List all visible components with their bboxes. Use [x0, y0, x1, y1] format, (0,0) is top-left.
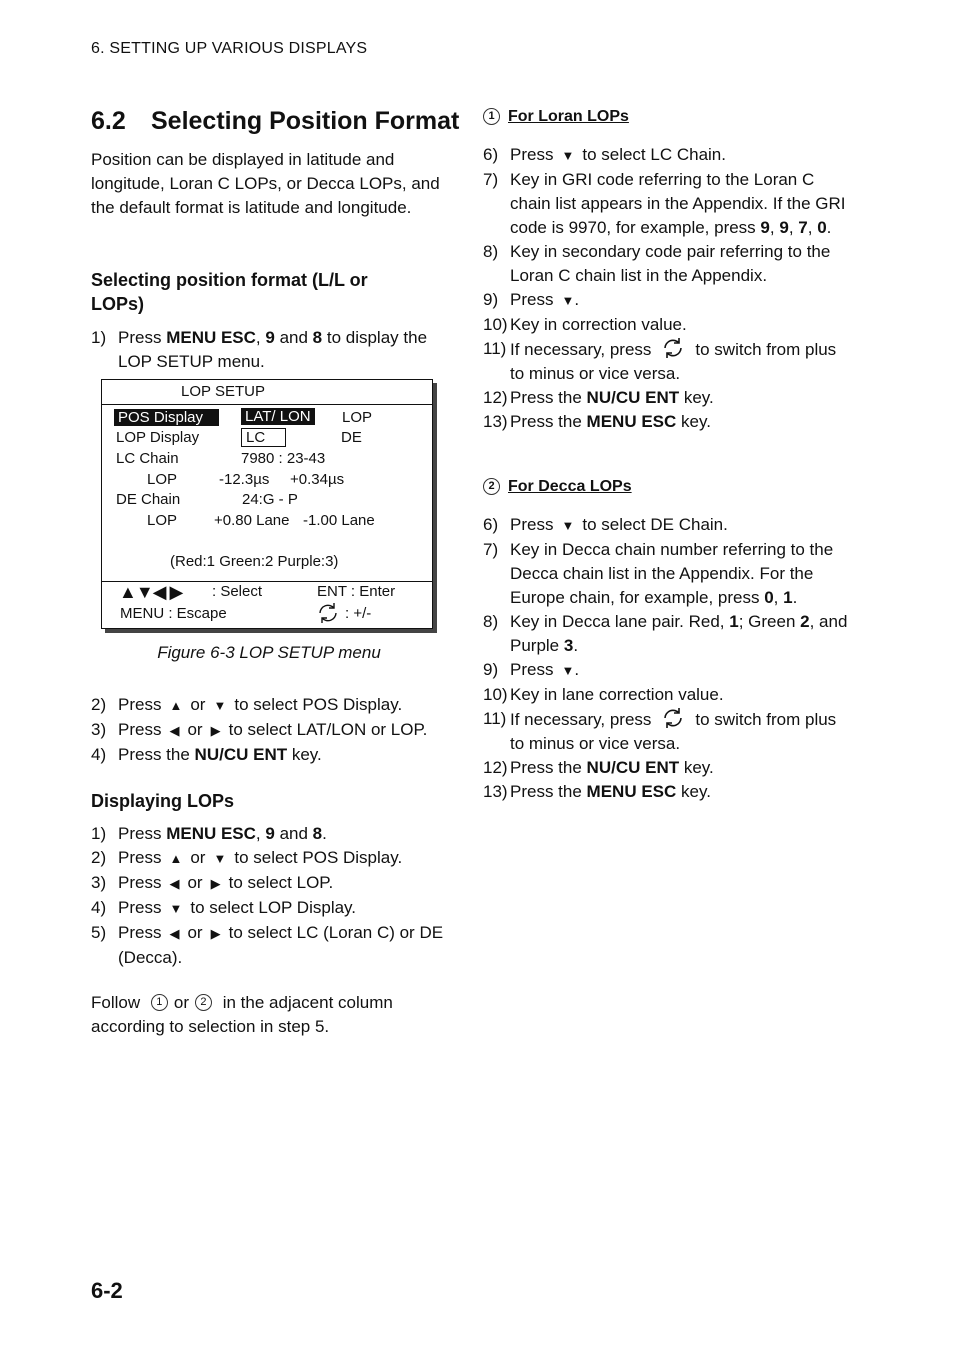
- step-text: .: [574, 290, 580, 309]
- select-hint: : Select: [212, 583, 263, 600]
- subsection-title-displaying-lops: Displaying LOPs: [91, 791, 235, 811]
- step-text: , and Purple: [510, 612, 848, 655]
- intro-paragraph: Position can be displayed in latitude and longitude, Loran C LOPs, or Decca LOPs, and the default format is latitude and longitude.: [91, 150, 440, 217]
- step-text: ,: [769, 218, 780, 237]
- decca-heading: [483, 478, 632, 496]
- down-arrow-icon: ▼: [169, 901, 183, 916]
- de-chain-value: 24:G - P: [242, 491, 298, 508]
- key-name: MENU ESC: [166, 328, 256, 347]
- step-text: key.: [676, 782, 711, 801]
- list-item: [483, 658, 853, 683]
- cycle-icon: [661, 707, 685, 729]
- step-text: to select LAT/LON or LOP.: [228, 720, 428, 739]
- list-item: [483, 240, 853, 288]
- lop-display-alt: DE: [341, 429, 362, 446]
- list-item: [483, 313, 853, 337]
- step-text: Press the: [510, 388, 587, 407]
- step-text: Key in GRI code referring to the Loran C chain list appears in the Appendix. If the GRI code is 9970, for example, press: [510, 170, 846, 237]
- step-text: ,: [255, 824, 266, 843]
- list-item: [483, 410, 853, 434]
- step-text: .: [322, 824, 327, 843]
- loran-heading: [483, 108, 629, 126]
- step-text: to display the LOP SETUP menu.: [118, 328, 428, 371]
- key-name: NU/CU ENT: [586, 388, 680, 407]
- list-item: [483, 707, 853, 756]
- step-text: Press: [510, 290, 554, 309]
- color-note: (Red:1 Green:2 Purple:3): [170, 553, 339, 570]
- circled-one-icon: 1: [483, 108, 500, 125]
- list-item: [483, 143, 853, 168]
- list-item: [483, 513, 853, 538]
- down-arrow-icon: ▼: [213, 698, 227, 713]
- step-number: 8): [483, 612, 499, 631]
- lc-lop-value2: +0.34µs: [290, 471, 345, 488]
- right-arrow-icon: ▶: [210, 876, 221, 891]
- step-number: 4): [91, 745, 107, 764]
- step-text: or: [190, 848, 206, 867]
- step-text: to switch from plus to minus or vice versa.: [510, 340, 837, 383]
- cycle-icon: [661, 337, 685, 359]
- step-number: 7): [483, 540, 499, 559]
- page-number: 6-2: [91, 1278, 123, 1303]
- list-item: [483, 386, 853, 410]
- lc-lop-value1: -12.3µs: [219, 471, 270, 488]
- lop-display-label: LOP Display: [116, 429, 200, 446]
- list-item: [91, 822, 451, 846]
- cycle-icon: [315, 600, 341, 630]
- list-item: [91, 326, 451, 374]
- step-text: to select LC (Loran C) or DE (Decca).: [118, 923, 444, 967]
- list-item: [91, 871, 451, 896]
- key-name: 3: [563, 636, 574, 655]
- step-text: Press: [510, 145, 554, 164]
- list-item: [91, 896, 451, 921]
- step-text: Press the: [510, 412, 587, 431]
- de-lop-value2: -1.00 Lane: [303, 512, 375, 529]
- step-number: 12): [483, 758, 508, 777]
- loran-steps: [483, 143, 853, 434]
- de-chain-label: DE Chain: [116, 491, 181, 508]
- step-text: to select LOP.: [228, 873, 334, 892]
- step-number: 9): [483, 290, 499, 309]
- lop-display-selected: LC: [241, 428, 286, 447]
- step-text: key.: [287, 745, 322, 764]
- key-name: 7: [798, 218, 808, 237]
- left-arrow-icon: ◀: [169, 876, 180, 891]
- key-name: 1: [783, 588, 793, 607]
- step-text: ; Green: [738, 612, 801, 631]
- step-text: to select LOP Display.: [190, 898, 357, 917]
- escape-hint: MENU : Escape: [120, 605, 227, 622]
- format-steps-continued: [91, 693, 461, 767]
- step-text: or: [190, 695, 206, 714]
- section-number: 6.2: [91, 107, 126, 135]
- step-text: to select LC Chain.: [582, 145, 726, 164]
- step-text: Press the: [510, 782, 587, 801]
- step-number: 4): [91, 898, 107, 917]
- menu-title: LOP SETUP: [181, 383, 265, 400]
- step-text: Press: [118, 873, 162, 892]
- section-title: [91, 107, 459, 136]
- step-number: 11): [483, 709, 507, 728]
- subsection-title-format: Selecting position format (L/L or LOPs): [91, 270, 368, 314]
- step-number: 6): [483, 145, 499, 164]
- step-text: and: [274, 328, 313, 347]
- step-number: 3): [91, 873, 107, 892]
- step-text: to select POS Display.: [234, 695, 403, 714]
- pos-display-alt: LOP: [342, 409, 373, 426]
- key-name: NU/CU ENT: [586, 758, 680, 777]
- step-number: 8): [483, 242, 499, 261]
- list-item: [91, 846, 451, 871]
- lc-lop-label: LOP: [147, 471, 178, 488]
- step-text: Press the: [510, 758, 587, 777]
- list-item: [483, 168, 853, 240]
- key-name: 8: [312, 824, 323, 843]
- de-lop-label: LOP: [147, 512, 178, 529]
- step-text: Press: [118, 695, 162, 714]
- step-text: .: [792, 588, 798, 607]
- step-text: Key in lane correction value.: [510, 685, 724, 704]
- follow-note: [91, 991, 461, 1039]
- decca-steps: [483, 513, 853, 804]
- step-text: or: [187, 873, 203, 892]
- heading-text: For Loran LOPs: [508, 108, 629, 125]
- down-arrow-icon: ▼: [561, 663, 575, 678]
- right-arrow-icon: ▶: [210, 926, 221, 941]
- note-text: in the adjacent column according to selection in step 5.: [91, 993, 393, 1036]
- key-name: 1: [729, 612, 739, 631]
- step-text: to select DE Chain.: [582, 515, 728, 534]
- list-item: [91, 743, 461, 767]
- arrow-keys-icon: ▲▼◀ ▶: [119, 582, 183, 602]
- step-text: Press: [118, 328, 167, 347]
- figure-caption: Figure 6-3 LOP SETUP menu: [157, 643, 381, 662]
- key-name: MENU ESC: [166, 824, 256, 843]
- key-name: 8: [312, 328, 323, 347]
- step-text: If necessary, press: [510, 710, 652, 729]
- step-text: key.: [679, 388, 714, 407]
- step-number: 10): [483, 685, 508, 704]
- step-text: key.: [676, 412, 711, 431]
- enter-hint: ENT : Enter: [317, 583, 396, 600]
- step-text: Press: [118, 848, 162, 867]
- step-text: and: [274, 824, 313, 843]
- note-text: Follow: [91, 993, 141, 1012]
- key-name: 0: [817, 218, 827, 237]
- step-number: 12): [483, 388, 508, 407]
- right-arrow-icon: ▶: [210, 723, 221, 738]
- step-text: Press: [118, 923, 162, 942]
- list-item: [91, 693, 461, 718]
- step-text: key.: [679, 758, 714, 777]
- plusminus-hint: : +/-: [345, 605, 372, 622]
- down-arrow-icon: ▼: [561, 293, 575, 308]
- step-number: 1): [91, 328, 107, 347]
- key-name: MENU ESC: [586, 782, 677, 801]
- key-name: 9: [265, 824, 275, 843]
- left-arrow-icon: ◀: [169, 926, 180, 941]
- list-item: [483, 288, 853, 313]
- key-name: 0: [764, 588, 774, 607]
- step-text: .: [574, 660, 580, 679]
- lc-chain-value: 7980 : 23-43: [241, 450, 326, 467]
- step-text: Press: [118, 898, 162, 917]
- key-name: MENU ESC: [586, 412, 677, 431]
- step-number: 13): [483, 782, 508, 801]
- list-item: [483, 780, 853, 804]
- up-arrow-icon: ▲: [169, 698, 183, 713]
- format-steps: [91, 326, 451, 374]
- step-text: Press: [510, 660, 554, 679]
- step-text: Key in Decca chain number referring to the Decca chain list in the Appendix. For the Europe chain, for example, press: [510, 540, 834, 607]
- up-arrow-icon: ▲: [169, 851, 183, 866]
- step-number: 3): [91, 720, 107, 739]
- step-number: 5): [91, 923, 107, 942]
- step-number: 7): [483, 170, 499, 189]
- step-text: Press the: [118, 745, 195, 764]
- list-item: [483, 756, 853, 780]
- list-item: [483, 610, 853, 658]
- menu-divider: [102, 404, 432, 405]
- circled-two-icon: 2: [195, 994, 212, 1011]
- step-text: Press: [118, 824, 167, 843]
- step-number: 10): [483, 315, 508, 334]
- list-item: [483, 538, 853, 610]
- list-item: [483, 683, 853, 707]
- list-item: [91, 921, 451, 970]
- down-arrow-icon: ▼: [561, 518, 575, 533]
- step-text: Press: [118, 720, 162, 739]
- step-number: 2): [91, 695, 107, 714]
- circled-two-icon: 2: [483, 478, 500, 495]
- displaying-lops-steps: [91, 822, 451, 970]
- step-text: If necessary, press: [510, 340, 652, 359]
- step-text: ,: [255, 328, 266, 347]
- key-name: 9: [265, 328, 275, 347]
- step-number: 2): [91, 848, 107, 867]
- pos-display-selected: LAT/ LON: [241, 408, 315, 425]
- lc-chain-label: LC Chain: [116, 450, 179, 467]
- step-text: Press: [510, 515, 554, 534]
- step-number: 9): [483, 660, 499, 679]
- key-name: 9: [779, 218, 789, 237]
- step-text: Key in secondary code pair referring to the Loran C chain list in the Appendix.: [510, 242, 831, 285]
- down-arrow-icon: ▼: [561, 148, 575, 163]
- list-item: [483, 337, 853, 386]
- down-arrow-icon: ▼: [213, 851, 227, 866]
- circled-one-icon: 1: [151, 994, 168, 1011]
- list-item: [91, 718, 461, 743]
- step-number: 6): [483, 515, 499, 534]
- key-name: NU/CU ENT: [194, 745, 288, 764]
- lop-setup-menu: [101, 379, 433, 629]
- step-number: 11): [483, 339, 507, 358]
- step-text: or: [187, 923, 203, 942]
- step-text: .: [573, 636, 579, 655]
- step-text: ,: [807, 218, 818, 237]
- step-text: to switch from plus to minus or vice versa.: [510, 710, 837, 753]
- note-text: or: [173, 993, 189, 1012]
- step-text: ,: [773, 588, 784, 607]
- pos-display-label: POS Display: [114, 409, 219, 426]
- step-text: ,: [788, 218, 799, 237]
- running-head: 6. SETTING UP VARIOUS DISPLAYS: [91, 40, 368, 57]
- key-name: 2: [800, 612, 810, 631]
- step-text: to select POS Display.: [234, 848, 403, 867]
- heading-text: For Decca LOPs: [508, 478, 632, 495]
- step-number: 13): [483, 412, 508, 431]
- step-text: or: [187, 720, 203, 739]
- step-text: .: [826, 218, 832, 237]
- step-text: Key in Decca lane pair. Red,: [510, 612, 730, 631]
- step-number: 1): [91, 824, 107, 843]
- step-text: Key in correction value.: [510, 315, 687, 334]
- section-title-text: Selecting Position Format: [151, 107, 460, 135]
- de-lop-value1: +0.80 Lane: [214, 512, 290, 529]
- left-arrow-icon: ◀: [169, 723, 180, 738]
- key-name: 9: [760, 218, 770, 237]
